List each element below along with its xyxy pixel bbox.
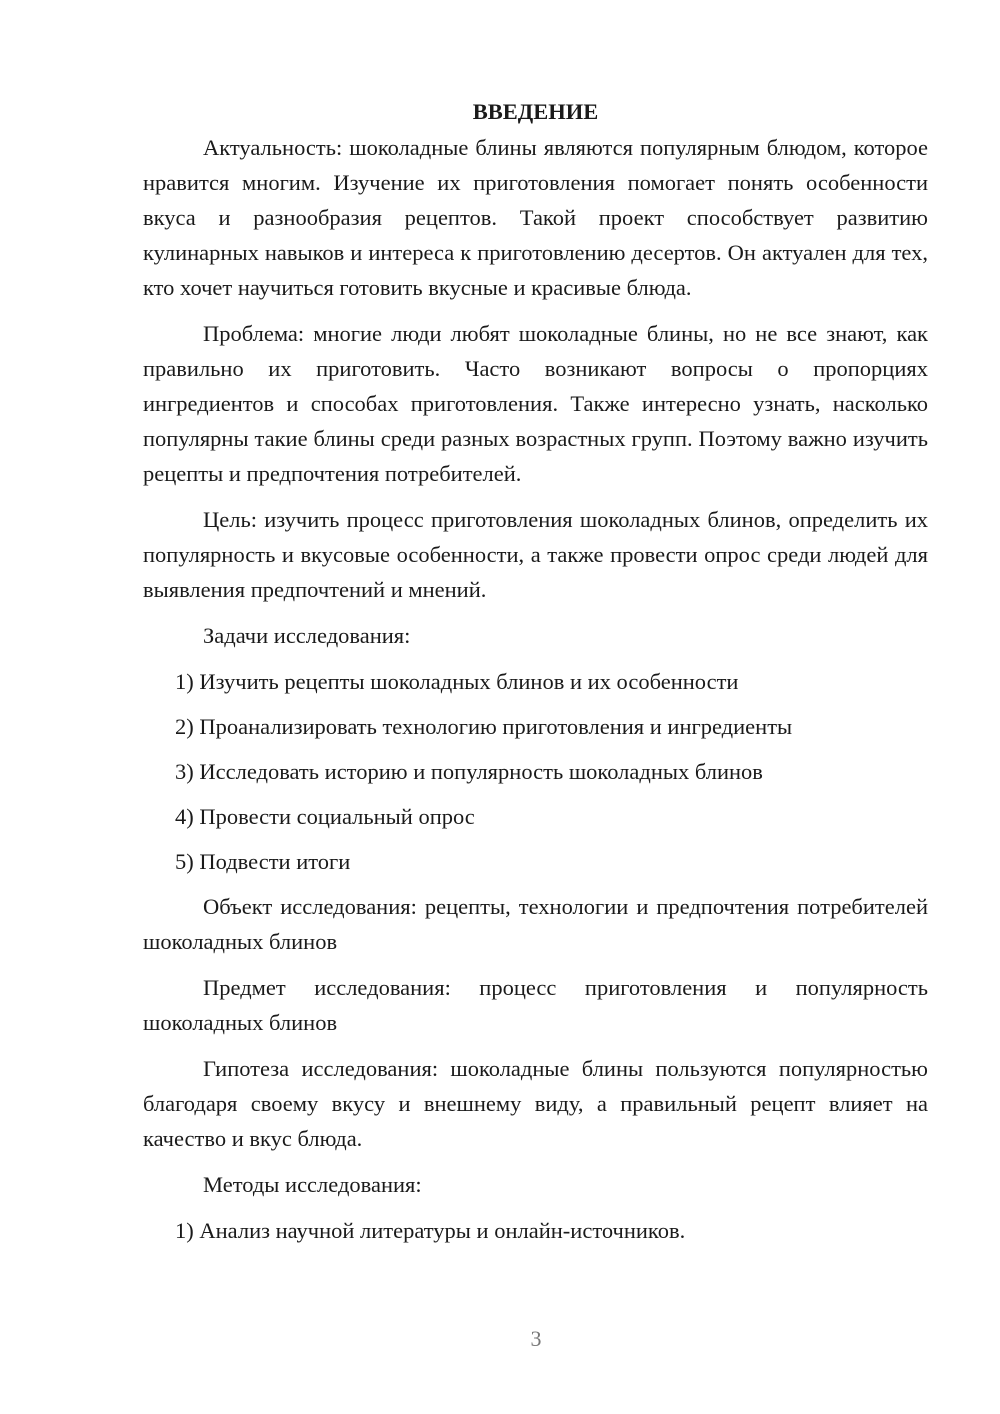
subject-paragraph: Предмет исследования: процесс приготовления и популярность шоколадных блинов	[143, 975, 928, 1035]
methods-label: Методы исследования:	[203, 1172, 422, 1197]
task-item: 1) Изучить рецепты шоколадных блинов и их особенности	[175, 669, 739, 694]
relevance-paragraph: Актуальность: шоколадные блины являются популярным блюдом, которое нравится многим. Изучение их приготовления помогает понять особенности вкуса и разнообразия рецептов. Такой проект способствует развитию кулинарных навыков и интереса к приготовлению десертов. Он актуален для тех, кто хочет научиться готовить вкусные и красивые блюда.	[143, 135, 928, 300]
document-body	[143, 94, 928, 1258]
method-item: 1) Анализ научной литературы и онлайн-источников.	[175, 1218, 686, 1243]
hypothesis-paragraph: Гипотеза исследования: шоколадные блины пользуются популярностью благодаря своему вкусу и внешнему виду, а правильный рецепт влияет на качество и вкус блюда.	[143, 1056, 928, 1151]
object-paragraph: Объект исследования: рецепты, технологии и предпочтения потребителей шоколадных блинов	[143, 894, 928, 954]
task-item: 3) Исследовать историю и популярность шоколадных блинов	[175, 759, 763, 784]
task-item: 5) Подвести итоги	[175, 849, 351, 874]
tasks-label: Задачи исследования:	[203, 623, 411, 648]
task-item: 4) Провести социальный опрос	[175, 804, 475, 829]
goal-paragraph: Цель: изучить процесс приготовления шоколадных блинов, определить их популярность и вкусовые особенности, а также провести опрос среди людей для выявления предпочтений и мнений.	[143, 507, 928, 602]
section-heading: ВВЕДЕНИЕ	[472, 99, 599, 124]
problem-paragraph: Проблема: многие люди любят шоколадные блины, но не все знают, как правильно их приготовить. Часто возникают вопросы о пропорциях ингредиентов и способах приготовления. Также интересно узнать, насколько популярны такие блины среди разных возрастных групп. Поэтому важно изучить рецепты и предпочтения потребителей.	[143, 321, 928, 486]
page-number: 3	[530, 1326, 542, 1351]
task-item: 2) Проанализировать технологию приготовления и ингредиенты	[175, 714, 793, 739]
